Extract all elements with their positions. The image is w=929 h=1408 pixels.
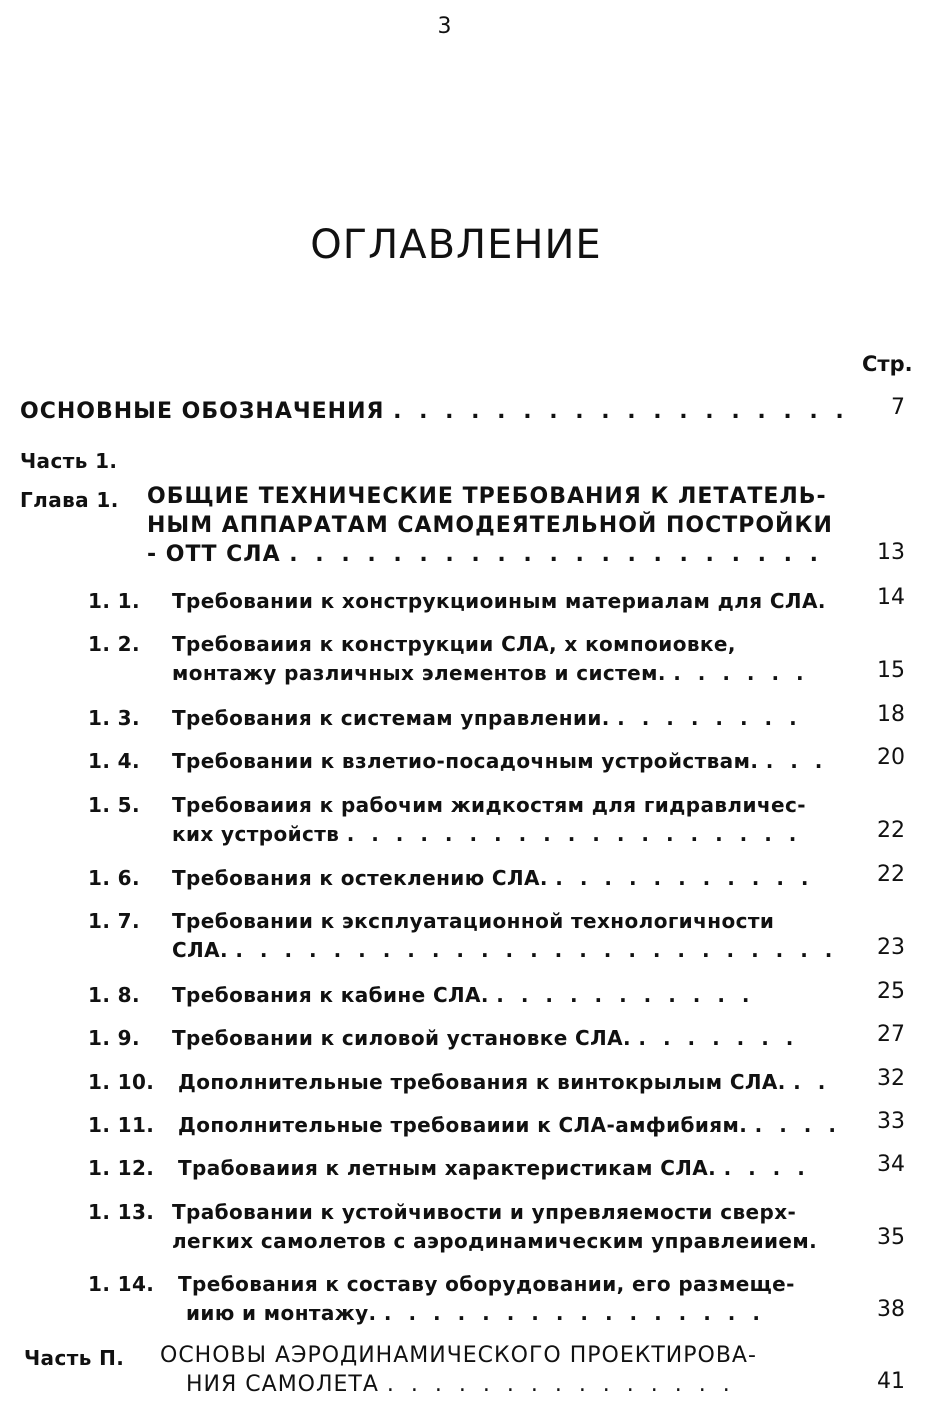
toc-leader: . . . . . . . . . . . . . . . . . . . <box>346 822 802 846</box>
toc-section-number: 1. 9. <box>88 1026 140 1050</box>
toc-entry-text: СЛА. <box>172 938 228 962</box>
toc-page-number: 15 <box>877 658 905 683</box>
toc-section-number: 1. 14. <box>88 1272 155 1296</box>
toc-page-number: 27 <box>877 1022 905 1047</box>
toc-leader: . . . . . . . <box>638 1026 799 1050</box>
toc-chapter-title-line: ОБЩИЕ ТЕХНИЧЕСКИЕ ТРЕБОВАНИЯ К ЛЕТАТЕЛЬ- <box>147 484 827 509</box>
toc-section-number: 1. 5. <box>88 793 140 817</box>
toc-section-title <box>172 747 827 775</box>
toc-leader: . . . . . . . . . . . . . . . . . . <box>393 399 849 424</box>
toc-entry-text: - ОТТ СЛА <box>147 542 281 567</box>
toc-entry-text: Требования к кабине СЛА. <box>172 983 489 1007</box>
toc-leader: . . . . . . . . . . . <box>496 983 755 1007</box>
toc-section-title: Требовании к хонструкциоиным материалам для СЛА. <box>172 589 826 613</box>
toc-page-number: 33 <box>877 1109 905 1134</box>
toc-part-title-line <box>186 1371 735 1399</box>
toc-page-number: 7 <box>891 395 905 420</box>
toc-section-number: 1. 6. <box>88 866 140 890</box>
toc-section-row <box>88 704 140 732</box>
toc-section-number: 1. 7. <box>88 909 140 933</box>
toc-part-heading: Часть 1. <box>20 449 118 473</box>
toc-section-number: 1. 2. <box>88 632 140 656</box>
toc-page-number: 35 <box>877 1225 905 1250</box>
toc-page-number: 14 <box>877 585 905 610</box>
page-title: ОГЛАВЛЕНИЕ <box>310 222 602 268</box>
toc-section-title: Требоваиия к рабочим жидкостям для гидравличес- <box>172 793 806 817</box>
toc-leader: . . . . . . . . . . . . . . . . <box>383 1301 765 1325</box>
toc-section-title: легких самолетов с аэродинамическим управлеиием. <box>172 1229 818 1253</box>
toc-leader: . . . . . . . . <box>617 706 802 730</box>
toc-entry-text: Дополнительные требования к винтокрылым СЛА. <box>178 1070 786 1094</box>
toc-section-title <box>178 1111 841 1139</box>
toc-chapter-number: Глава 1. <box>20 488 119 512</box>
toc-section-number: 1. 4. <box>88 749 140 773</box>
toc-section-number: 1. 13. <box>88 1200 155 1224</box>
toc-entry-text: Требовании к силовой установке СЛА. <box>172 1026 632 1050</box>
toc-section-number: 1. 1. <box>88 589 140 613</box>
toc-section-title <box>186 1299 765 1327</box>
toc-entry-text: монтажу различных элементов и систем. <box>172 661 666 685</box>
toc-chapter-title-line: НЫМ АППАРАТАМ САМОДЕЯТЕЛЬНОЙ ПОСТРОЙКИ <box>147 513 833 538</box>
toc-section-title <box>172 864 813 892</box>
toc-entry-text: Дополнительные требоваиии к СЛА-амфибиям. <box>178 1113 748 1137</box>
toc-part-title-line: ОСНОВЫ АЭРОДИНАМИЧЕСКОГО ПРОЕКТИРОВА- <box>160 1343 757 1368</box>
toc-section-title: Требовании к эксплуатационной технологичности <box>172 909 775 933</box>
toc-section-title <box>172 659 809 687</box>
toc-section-number: 1. 3. <box>88 706 140 730</box>
toc-page-number: 38 <box>877 1297 905 1322</box>
toc-leader: . . <box>793 1070 831 1094</box>
toc-entry-text: НИЯ САМОЛЕТА <box>186 1372 379 1397</box>
toc-page-number: 22 <box>877 818 905 843</box>
page-column-label: Стр. <box>862 352 913 376</box>
toc-entry-text: Требования к остеклению СЛА. <box>172 866 548 890</box>
toc-entry <box>20 398 849 426</box>
toc-section-title <box>172 981 755 1009</box>
toc-section-number: 1. 10. <box>88 1070 155 1094</box>
toc-section-title <box>178 1154 810 1182</box>
toc-page-number: 20 <box>877 745 905 770</box>
toc-entry-text: Требовании к взлетио-посадочным устройствам. <box>172 749 759 773</box>
toc-leader: . . . . . . . . . . . <box>555 866 814 890</box>
toc-page-number: 25 <box>877 979 905 1004</box>
toc-leader: . . . . . . . . . . . . . . . <box>386 1372 735 1397</box>
toc-chapter-title-line <box>147 541 823 569</box>
toc-section-title <box>172 820 801 848</box>
toc-entry-text: Трабоваиия к летным характеристикам СЛА. <box>178 1156 717 1180</box>
toc-page-number: 18 <box>877 702 905 727</box>
toc-leader: . . . . . . <box>673 661 809 685</box>
toc-entry-text: Требования к системам управлении. <box>172 706 610 730</box>
toc-page-number: 32 <box>877 1066 905 1091</box>
page-number: 3 <box>437 14 452 39</box>
toc-section-number: 1. 8. <box>88 983 140 1007</box>
toc-section-title: Требоваиия к конструкции СЛА, х компоиовке, <box>172 632 736 656</box>
toc-section-number: 1. 11. <box>88 1113 155 1137</box>
toc-leader: . . . . <box>723 1156 810 1180</box>
toc-leader: . . . . . . . . . . . . . . . . . . . . . . . . . <box>235 938 838 962</box>
toc-page-number: 13 <box>877 540 905 565</box>
toc-entry-text: ОСНОВНЫЕ ОБОЗНАЧЕНИЯ <box>20 399 385 424</box>
toc-section-title: Требования к составу оборудовании, его размеще- <box>178 1272 795 1296</box>
toc-section-title <box>172 704 802 732</box>
toc-section-title <box>172 936 837 964</box>
toc-page-number: 23 <box>877 935 905 960</box>
toc-section-title <box>178 1068 830 1096</box>
toc-entry-text: ких устройств <box>172 822 340 846</box>
toc-leader: . . . <box>765 749 828 773</box>
toc-entry-text: иию и монтажу. <box>186 1301 377 1325</box>
toc-leader: . . . . . . . . . . . . . . . . . . . . . <box>289 542 823 567</box>
toc-section-title <box>172 1024 798 1052</box>
toc-page-number: 41 <box>877 1369 905 1394</box>
toc-part-number: Часть П. <box>24 1346 125 1370</box>
toc-page-number: 34 <box>877 1152 905 1177</box>
toc-section-number: 1. 12. <box>88 1156 155 1180</box>
toc-page-number: 22 <box>877 862 905 887</box>
toc-leader: . . . . <box>754 1113 841 1137</box>
toc-section-title: Трабовании к устойчивости и упревляемости сверх- <box>172 1200 797 1224</box>
